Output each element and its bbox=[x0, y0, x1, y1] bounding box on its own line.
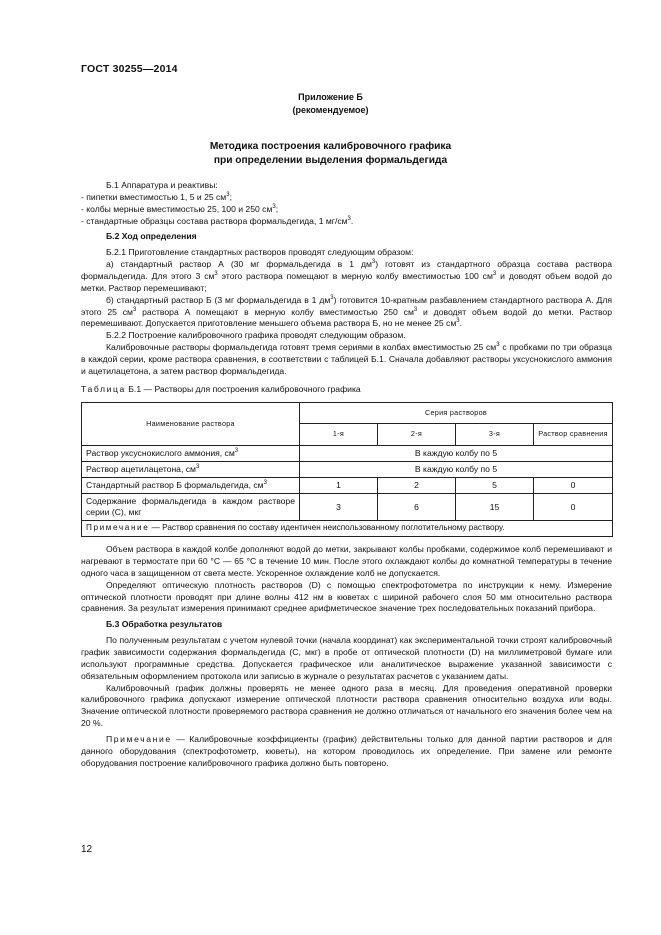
table-header-row bbox=[82, 402, 613, 423]
solutions-table bbox=[81, 402, 613, 538]
row-label: Раствор уксуснокислого аммония, $см^3$ bbox=[82, 445, 300, 461]
row-label: Раствор ацетилацетона, $см^3$ bbox=[82, 461, 300, 477]
table-row bbox=[82, 445, 613, 461]
b3-graph-paragraph: По полученным результатам с учетом нулевой точки (начала координат) как экспериментальной точки строят калибровочный график зависимости содержания формальдегида (С, мкг) в пробе от оптической плотности (D) на миллиметровой бумаге или используют программные средства. Допускается графическое или аналитическое выражение указанной зависимости с обязательным оформлением протокола или записью в журнале о результатах расчетов с указанием даты. bbox=[81, 635, 612, 681]
cell-value: 0 bbox=[534, 477, 613, 493]
method-title bbox=[0, 140, 661, 168]
document-body bbox=[81, 180, 612, 770]
b3-check-paragraph: Калибровочный график должны проверять не менее одного раза в месяц. Для проведения оперативной проверки калибровочного графика допускают измерение оптической плотности раствора сравнения относительно воздуха или воды. Значение оптической плотности проверяемого раствора сравнения не должно отличаться от начального его значения более чем на 20 %. bbox=[81, 682, 612, 729]
b1-item-pipettes: - пипетки вместимостью 1, 5 и 25 $см^3$; bbox=[81, 191, 232, 202]
col-header-name: Наименование раствора bbox=[82, 402, 300, 445]
b2-2-paragraph: Б.2.2 Построение калибровочного графика проводят следующим образом. bbox=[106, 330, 406, 341]
row-merged-value: В каждую колбу по 5 bbox=[300, 461, 613, 477]
col-header-series-3: 3-я bbox=[456, 423, 534, 445]
b2-solution-a: а) стандартный раствор А (30 мг формальдегида в 1 $дм^3$) готовят из стандартного образца состава раствора формальдегида. Для этого 3 $см^3$ этого раствора помещают в мерную колбу вместимостью 100 $см^3$ и доводят объем водой до метки. Раствор перемешивают; bbox=[81, 259, 612, 293]
table-row bbox=[82, 461, 613, 477]
cell-value: 3 bbox=[300, 494, 378, 521]
cell-value: 1 bbox=[300, 477, 378, 493]
b2-1-paragraph: Б.2.1 Приготовление стандартных растворов проводят следующим образом: bbox=[106, 247, 414, 258]
cell-value: 0 bbox=[534, 494, 613, 521]
b2-calibration-paragraph: Калибровочные растворы формальдегида готовят тремя сериями в колбах вместимостью 25 $см^3$ с пробками по три образца в каждой серии, кроме раствора сравнения, в соответствии с таблицей Б.1. Сначала добавляют растворы уксуснокислого аммония и ацетилацетона, а затем раствор формальдегида. bbox=[81, 342, 613, 376]
table-row bbox=[82, 494, 613, 521]
table-note-row bbox=[82, 521, 613, 537]
table-note: Примечание — Раствор сравнения по составу идентичен неиспользованному поглотительному раствору. bbox=[82, 521, 613, 537]
table-row bbox=[82, 477, 613, 493]
appendix-title: Приложение Б bbox=[298, 92, 363, 102]
col-header-series-1: 1-я bbox=[300, 423, 378, 445]
optical-density-paragraph: Определяют оптическую плотность растворов (D) с помощью спектрофотометра по инструкции к нему. Измерение оптической плотности проводят при длине волны 412 нм в кюветах с шириной рабочего слоя 50 мм относительно раствора сравнения. За результат измерения принимают среднее арифметическое значение трех последовательных показаний прибора. bbox=[81, 579, 612, 614]
section-b2-heading: Б.2 Ход определения bbox=[106, 231, 197, 242]
cell-value: 6 bbox=[378, 494, 456, 521]
method-title-line2: при определении выделения формальдегида bbox=[213, 155, 448, 167]
appendix-status: (рекомендуемое) bbox=[292, 105, 369, 116]
row-merged-value: В каждую колбу по 5 bbox=[300, 445, 613, 461]
b2-solution-b: б) стандартный раствор Б (3 мг формальдегида в 1 $дм^3$) готовится 10-кратным разбавлением стандартного раствора А. Для этого 25 $см^3$ раствора А помещают в мерную колбу вместимостью 250 $см^3$ и доводят объем водой до метки. Раствор перемешивают. Допускается приготовление меньшего объема раствора Б, но не менее 25 $см^3$. bbox=[81, 294, 612, 329]
table-caption: Таблица Б.1 — Растворы для построения калибровочного графика bbox=[81, 383, 361, 394]
col-header-series-2: 2-я bbox=[378, 423, 456, 445]
cell-value: 2 bbox=[378, 477, 456, 493]
page-number: 12 bbox=[81, 844, 93, 855]
b1-item-flasks: - колбы мерные вместимостью 25, 100 и 250 $см^3$; bbox=[81, 203, 279, 214]
section-b3-heading: Б.3 Обработка результатов bbox=[106, 619, 223, 630]
col-header-series: Серия растворов bbox=[300, 402, 613, 423]
b3-note: Примечание — Калибровочные коэффициенты (график) действительны только для данной партии растворов и для данного оборудования (спектрофотометр, кюветы), на котором проводилось их определение. При замене или ремонте оборудования построение калибровочного графика должно быть повторено. bbox=[81, 734, 612, 768]
appendix-heading bbox=[0, 91, 661, 117]
cell-value: 5 bbox=[456, 477, 534, 493]
standard-header: ГОСТ 30255—2014 bbox=[81, 63, 178, 75]
section-b1-heading: Б.1 Аппаратура и реактивы: bbox=[106, 180, 218, 190]
heating-paragraph: Объем раствора в каждой колбе дополняют водой до метки, закрывают колбы пробками, содержимое колб перемешивают и нагревают в термостате при 60 °С — 65 °С в течение 10 мин. После этого охлаждают колбы до комнатной температуры в течение одного часа в защищенном от света месте. Ускоренное охлаждение колб не допускается. bbox=[81, 544, 612, 578]
cell-value: 15 bbox=[456, 494, 534, 521]
method-title-line1: Методика построения калибровочного графика bbox=[209, 141, 452, 152]
row-label: Содержание формальдегида в каждом растворе серии (С), мкг bbox=[82, 494, 300, 521]
b1-item-samples: - стандартные образцы состава раствора формальдегида, 1 $мг/см^3$. bbox=[81, 215, 354, 226]
row-label: Стандартный раствор Б формальдегида, $см^3$ bbox=[82, 477, 300, 493]
col-header-reference: Раствор сравнения bbox=[534, 423, 613, 445]
